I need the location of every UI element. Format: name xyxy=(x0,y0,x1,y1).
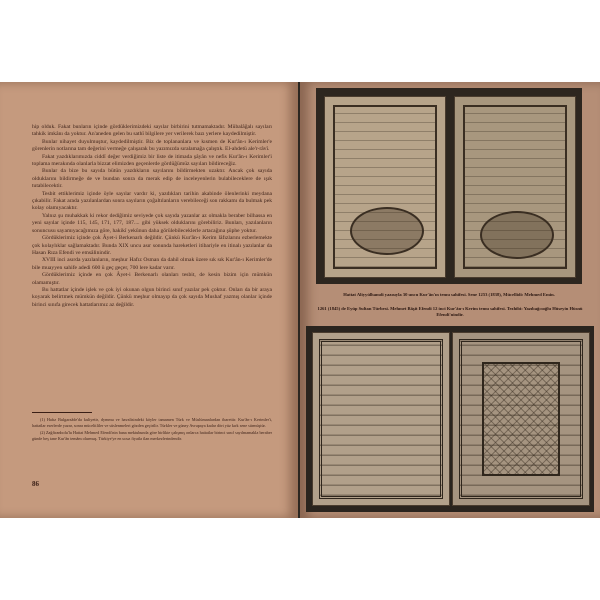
manuscript-page-right xyxy=(454,96,576,278)
ornament-medallion xyxy=(480,211,554,259)
paragraph: Gördüklerimiz içinde çok Âyet-i Berkenarlı değildir. Çünkü Kur'ân-ı Kerim lâfızlarını ezberlemekte çok kolaylıklar sağlamaktadır. Bunda XIX uncu asır sonunda hareketleri itibariyle en itinalı yazılanlar da Hasan Rıza Efendi ve emsâlinindir. xyxy=(32,235,272,256)
open-book xyxy=(0,82,600,518)
left-page xyxy=(0,82,298,518)
calligraphy-frame xyxy=(319,339,443,499)
manuscript-page-left xyxy=(312,332,450,506)
page-number: 86 xyxy=(32,480,39,488)
calligraphy-frame xyxy=(333,105,437,269)
footnote: (2) Zağfiranbolu'lu Hattat Mehmed Efendi'nin bana mektubunda göre birlikte çalışmış onlarca hattatlar birinci sınıf sayılmamakla beraber günde beş tane Kur'ân temâm olurmuş. Türkiye'ye en ucuz fiyatla ilan merkezlerindendir. xyxy=(32,430,272,441)
paragraph: Bunlar da bize bu sayıda bütün yazdıkların sayılarını bildirmekten uzaktır. Ancak çok sayıda olduklarını bildirmeğe de ve bundan sonra da merak edip de inceleyenlerin bulabileceklere de ışık tutabilecektir. xyxy=(32,168,272,190)
paragraph: Fakat yazdıklarımızda ciddî değer verdiğimiz bir liste de itimada şâyân ve nefis Kur'ân-ı Kerimler'i toplama merakında olanlarla bizzat elimizden geçenlerde gördüğümüz sayıları bildireceğiz. xyxy=(32,153,272,168)
paragraph: Yalnız şu muhakkak ki rekor dediğimiz seviyede çok sayıda yazanlar az olmakla beraber bilhassa en yeni sayılar içinde 115, 145, 171, 177, 187.... gibi yüksek olduklarını görebiliriz. Bunları, yazılanların sonuncusu sayamıyacağımıza göre, hakikî yekûnun daha görülebileceklerle artacağına şüphe yoktur. xyxy=(32,212,272,234)
footnotes xyxy=(32,417,272,443)
paragraph: Bu hattatlar içinde işlek ve çok iyi okunan olgun birinci sınıf yazılar pek çoktur. Onları da bir araya koyarak belirtmek mümkün değildir. Çünkü meşhur olmayıp da çok sayıda Mushaf yazmış olanlar içinde birinci sınıfa girecek hattatlarımız az değildir. xyxy=(32,286,272,308)
paragraph: XVIII inci asırda yazılanların, meşhur Hafız Osman da dahil olmak üzere sık sık Kur'ân-ı Kerimler'de bile muayyen sahife adedi 600 ü geç geçer, 700 lere kadar varır. xyxy=(32,257,272,271)
photo-caption-bottom: 1261 (1845) de Eyüp Sultan Türbesi. Mehmet Bâşit Efendi 12 inci Kur'ân-ı Kerim temu sahifesi. Tezhibi: Yazıbağcıoğlu Hüseyin Hüsnü Efendi'nindir. xyxy=(317,306,583,318)
manuscript-page-left xyxy=(324,96,446,278)
paragraph: hip olduk. Fakat bunların içinde gördüklerimizdeki sayılar birbirini tutmamaktadır. Mübalâğalı sayıları tahkik imkânı da yoktur. An'aneden gelen bu sathî bilgilere yer verilerek bazı yerlere kaydedilmiştir. xyxy=(32,124,272,138)
paragraph: Bunlar nihayet duyulmuştur, kaydedilmiştir. Biz de toplananlara ve kısmen de Kur'ân-ı Kerimler'e görenlerin notlarına tam değerini vermeğe çalışarak bu yazımızda sıralamağa çalıştık. El-ahdetü ale'r-râvî. xyxy=(32,138,272,153)
manuscript-page-right xyxy=(452,332,590,506)
footnote: (1) Hafız Bulgarzâde'da kuliyetir, dymmu ve havalisindeki köyler tamamen Türk ve Müslümanlardan ibarettir. Kur'ân-ı Kerimler'i, hattatlar eserlerde yazar, sonra mücelitliler ve süslenmeleri gözden geçirilir. Türkler ve güney Avrupaya kadar dört yüz kırk sene sürmüştür. xyxy=(32,417,272,428)
footnote-divider xyxy=(32,412,92,413)
calligraphy-frame xyxy=(463,105,567,269)
body-text xyxy=(32,124,272,309)
illumination-ornament xyxy=(482,362,560,476)
paragraph: Tesbit ettiklerimiz içinde öyle sayılar vardır ki, yazdıkları tarihin akabinde ölenlerinki meydana çıkabilir. Fakat arada yazılanlardan sonra sayıların çoğaltılanların verebileceği son rakkamı da bulmak pek kolay olamıyacaktır. xyxy=(32,190,272,212)
manuscript-photo-top xyxy=(316,88,582,284)
photo-caption-top: Hattat Aliyyülhamdi yazısıyla 30 uncu Kur'ân'ın temu sahifesi. Sene 1253 (1838), Mücellidi: Mehmed Emin. xyxy=(343,292,555,297)
manuscript-photo-bottom xyxy=(306,326,594,512)
paragraph: Gördüklerimiz içinde en çok Âyet-i Berkenarlı olanları tesbit, de kesin bizim için mümkün olamamıştır. xyxy=(32,272,272,286)
ornament-medallion xyxy=(350,207,424,255)
illumination-frame xyxy=(459,339,583,499)
